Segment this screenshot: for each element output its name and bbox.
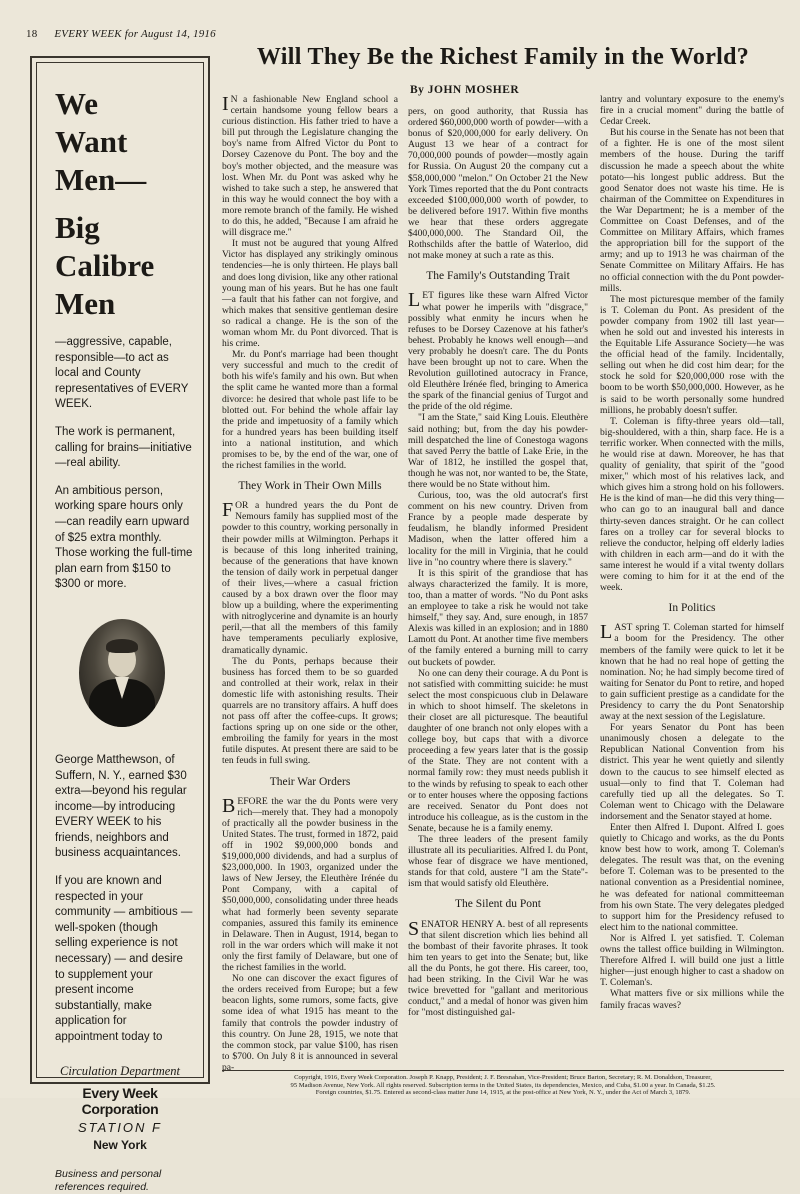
article-paragraph: lantry and voluntary exposure to the enemy's fire in a crucial moment" during the battle of Cedar Creek. — [600, 94, 784, 128]
section-heading: The Silent du Pont — [455, 898, 541, 911]
article-paragraph: The du Ponts, perhaps because their business has forced them to be so guarded and controlled at their work, relax in their domestic life with astonishing results. Their quarrels are no transitory affairs. A huff does not pass off after the coffee-cups. It grows; factions spring up on one side or the other, embroiling the family for years in the most futile disputes. At present there are said to be ten feuds in full swing. — [222, 655, 398, 767]
article-paragraph: LET figures like these warn Alfred Victor what power he imperils with "disgrace," possibly what enmity he incurs when he refuses to be Dorsey Cazenove at his father's behest. Probably he knows well enough—and very probably he doesn't care. The du Ponts have been brought up not to care. When the Revolution guillotined autocracy in France, old Eleuthère Irénée fled, bringing to America the spark of the financial genius of Turgot and the pride of the old régime. — [408, 289, 588, 413]
page-number: 18 — [26, 28, 38, 40]
article-paragraph: Enter then Alfred I. Dupont. Alfred I. goes quietly to Chicago and works, as the du Ponts know best how to work, among T. Coleman's delegates. The result was that, on the evening before T. Coleman was to be presented to the national convention as a Presidential nominee, he was defeated for national committeeman from his own State. The very delegates pledged to support him for the Presidency refused to elect him to the national committee. — [600, 822, 784, 933]
station: STATION F — [78, 1119, 162, 1135]
article-paragraph: What matters five or six millions while the family fracas waves? — [600, 988, 784, 1011]
ad-paragraph: If you are known and respected in your community — ambitious — well-spoken (though selling experience is not necessary) — and desire to supplement your present income substantially, make application for appointment today to — [55, 875, 193, 1043]
recruitment-ad-inner — [36, 62, 204, 1193]
article-title: Will They Be the Richest Family in the World? — [256, 44, 750, 70]
section-heading: Their War Orders — [269, 775, 351, 788]
article-paragraph: No one can deny their courage. A du Pont is not satisfied with committing suicide: he must select the most conspicuous club in Delaware in which to shoot himself. The skeletons in their closet are all picturesque. The beautiful daughter of one branch not only elopes with a college boy, but caps that with a divorce proceeding a few years later that is the gossip of the State. They are not content with a normal family row: they must needs publish it to the winds by refusing to speak to each other or to enter houses where the opposing factions are received. Senator du Pont does not introduce his colleague, as is the custom in the Senate, because he is a family enemy. — [408, 667, 588, 834]
recruitment-ad — [30, 56, 210, 1193]
ad-headline-line: Calibre — [55, 248, 155, 283]
article-paragraph: LAST spring T. Coleman started for himself a boom for the Presidency. The other members of the family were quick to let it be known that he had no real hope of getting the nomination. No; he had simply become tired of waiting for Senator du Pont to retire, and hoped to gain sufficient prestige as a candidate for the Presidency to carry the du Pont Senatorship away at the next session of the Legislature. — [600, 621, 784, 723]
ad-paragraph: An ambitious person, working spare hours only—can readily earn upward of $25 extra monthly. Those working the full-time plan earn from $150 to $300 or more. — [55, 484, 193, 591]
running-header — [26, 28, 216, 40]
city: New York — [93, 1137, 147, 1152]
article-column-2 — [408, 106, 588, 1018]
ad-headline-line: Want — [55, 124, 128, 159]
section-heading: In Politics — [668, 602, 716, 615]
ad-headline-line: Big — [55, 210, 100, 245]
copyright-line: Copyright, 1916, Every Week Corporation. Joseph P. Knapp, President; J. F. Bresnahan, Vice-President; Bruce Barton, Secretary; R. M. Donaldson, Treasurer, — [294, 1074, 712, 1081]
article-paragraph: It must not be augured that young Alfred Victor has displayed any strikingly ominous tendencies—he is only thirteen. He plays ball and does long division, like any other rational young man of his years. But he has one fault—a fault that his father can not forgive, and which makes that sensitive gentleman desire so radical a change. He is the son of the woman whom Mr. du Pont divorced. That is his crime. — [222, 238, 398, 350]
article-paragraph: Curious, too, was the old autocrat's first comment on his new country. Driven from France by a people made desperate by feudalism, he blandly informed President Madison, when the latter offered him a locality for the mill in Virginia, that he could live in "no country where there is slavery." — [408, 490, 588, 568]
article-paragraph: SENATOR HENRY A. best of all represents that silent discretion which lies behind all the bombast of their favorite phrases. It took him ten years to get into the Senate; but, like all the du Ponts, he got there. His career, too, had been striking. In the Civil War he was twice brevetted for "gallant and meritorious conduct," and a medal of honor was given him for "most distinguished gal- — [408, 917, 588, 1019]
article-paragraph: The three leaders of the present family illustrate all its peculiarities. Alfred I. du Pont, whose fear of disgrace we have mentioned, stands for that cold, austere "I am the State"-ism that would satisfy old Eleuthère. — [408, 834, 588, 890]
copyright-line: Foreign countries, $1.75. Entered as second-class matter June 14, 1915, at the post-office at New York, N. Y., under the Act of March 3, 1879. — [315, 1089, 691, 1097]
ad-headline-line: We — [55, 86, 99, 121]
section-heading: The Family's Outstanding Trait — [426, 270, 570, 283]
copyright-line: 95 Madison Avenue, New York. All rights reserved. Subscription terms in the United States, its dependencies, Mexico, and Cuba, $1.00 a year. In Canada, $1.25. — [290, 1081, 716, 1089]
byline: By JOHN MOSHER — [410, 84, 520, 96]
article-column-3 — [600, 94, 784, 1011]
article-paragraph: FOR a hundred years the du Pont de Nemours family has supplied most of the powder to this country, working personally in their powder mills at Wilmington. Perhaps it is because of this long inherited training, because of the generations that have known the tension of daily work in perpetual danger of their lives,—where a casual friction caused by a box drawn over the floor may blow up a building, where the experimenting with nitroglycerine and dynamite is an hourly peril,—that all the members of this family have temperaments peculiarly explosive, dramatically dynamic. — [222, 499, 398, 656]
circulation-department: Circulation Department — [59, 1063, 180, 1078]
copyright-footer — [222, 1074, 784, 1097]
article-paragraph: No one can discover the exact figures of the orders received from Europe; but a few beacon lights, some rumors, some facts, give some idea of what 1915 has meant to the family that controls the powder industry of this country. On June 28, 1915, we note that the common stock, par value $100, has risen to $700. On July 8 it is announced in several pa- — [222, 973, 398, 1073]
ad-paragraph: George Matthewson, of Suffern, N. Y., earned $30 extra—beyond his regular income—by introducing EVERY WEEK to his friends, neighbors and business acquaintances. — [55, 753, 187, 860]
ad-paragraph: The work is permanent, calling for brains—initiative—real ability. — [55, 425, 192, 470]
article-paragraph: "I am the State," said King Louis. Eleuthère said nothing; but, from the day his powder-mill despatched the line of Conestoga wagons that saved Perry the battle of Lake Erie, in the War of 1812, he instilled the gospel that, though he was not, nor wanted to be, the State, there would be no State without him. — [408, 412, 588, 490]
footer-rule — [222, 1070, 784, 1071]
article-paragraph: Mr. du Pont's marriage had been thought very successful and much to the credit of both his wife's family and his own. But when the split came he wanted more than a formal divorce: he desired that whole past life to be blotted out. For behind the whole affair lay the pride and impetuosity of a family which for a hundred years has been building itself into a national institution, and which promises to be, by the end of the war, one of the richest families in the world. — [222, 349, 398, 472]
article-paragraph: But his course in the Senate has not been that of a fighter. He is one of the most silent members of the house. During the tariff discussion he made a speech about the white potato—his longest public address. But the good Senator does not waste his time. He is chairman of the Committee on Expenditures in the War Department; he is a member of the Committee on Coast Defenses, and of the Committee on Military Affairs, which frames the appropriation bill for the support of the army; and up to 1913 he was chairman of the Senate Committee on Military Affairs. He has no official connection with the du Pont powder-mills. — [600, 127, 784, 294]
ad-headline-line: Men — [55, 286, 116, 321]
section-heading: They Work in Their Own Mills — [238, 480, 382, 493]
portrait-photo — [79, 619, 165, 727]
article-column-1 — [222, 94, 398, 1073]
article-paragraph: IN a fashionable New England school a certain handsome young fellow bears a curious distinction. His father tried to have a bill put through the Legislature changing the boy's name from Alfred Victor du Pont to Dorsey Cazenove du Pont. The boy and the boy's mother objected, and the measure was lost. When Mr. du Pont was asked why he wished to take such a step, he answered that in this way he would connect the boy with a more remote branch of the family. He wished to do this, he added, "Because I am afraid he will disgrace me." — [222, 93, 398, 239]
ad-headline-line: Men— — [55, 162, 147, 197]
article-paragraph: BEFORE the war the du Ponts were very rich—merely that. They had a monopoly of practically all the powder business in the United States. The trust, formed in 1872, paid off in 1902 $9,000,000 bonds and $19,000,000 dividends, and had a surplus of $23,000,000. In 1903, organized under the laws of New Jersey, the Eleuthère Irénée du Pont Company, with a capital of $50,000,000, consolidating under three heads what had formerly been seventy separate companies, assured this family its eminence in Delaware. Then in August, 1914, began to roll in the war orders which will make it not only the first family of Delaware, but one of the richest families in the world. — [222, 794, 398, 974]
article-paragraph: For years Senator du Pont has been unanimously chosen a delegate to the Republican National Convention from his district. This year he went quietly and silently down to the caucus to see himself elected as usual—only to find that T. Coleman had carefully tied up all the delegates. So T. Coleman went to Chicago with the Delaware indorsement and the Senator stayed at home. — [600, 722, 784, 822]
article-paragraph: The most picturesque member of the family is T. Coleman du Pont. As president of the powder company from 1902 till last year—when he sold out and invested his interests in the Equitable Life Assurance Society—he was the official head of the family. Incidentally, selling out when he did cost him dear; for the stock he sold for $20,000,000 rose with the boom to be worth $50,000,000. However, as he is said to be worth personally some hundred millions, he probably doesn't suffer. — [600, 293, 784, 416]
article-paragraph: It is this spirit of the grandiose that has always characterized the family. It is more, too, than a matter of words. "No du Pont asks an employee to take a risk he would not take himself," they say. And, sure enough, in 1857 Alexis was killed in an explosion; and in 1880 Lamott du Pont. At another time five members of the family entered a burning mill to carry out buckets of powder. — [408, 567, 588, 668]
article-paragraph: Nor is Alfred I. yet satisfied. T. Coleman owns the tallest office building in Wilmington. Therefore Alfred I. will build one just a little higher—just enough higher to cast a shadow on T. Coleman's. — [600, 932, 784, 989]
references-note: Business and personal references required. — [55, 1167, 162, 1193]
corporation-name: Every Week Corporation — [81, 1084, 159, 1117]
running-head-title: EVERY WEEK for August 14, 1916 — [54, 28, 216, 40]
ad-paragraph: —aggressive, capable, responsible—to act as local and County representatives of EVERY WEEK. — [55, 336, 189, 411]
article-paragraph: pers, on good authority, that Russia has ordered $60,000,000 worth of powder—with a bonus of $20,000,000 for early delivery. On August 13 we hear of a contract for 70,000,000 pounds of powder—mostly again for Russia. On August 20 the company cut a $58,000,000 "melon." On October 21 the New York Times reported that the du Pont contracts exceeded $100,000,000 worth of powder, to be delivered before 1917. Within five months we hear that these orders aggregate $400,000,000. The Standard Oil, the Rothschilds after the battle of Waterloo, did not make money at such a rate as this. — [408, 106, 588, 262]
article-paragraph: T. Coleman is fifty-three years old—tall, big-shouldered, with a thin, sharp face. He is a terrific worker. When connected with the mills, he would rise at dawn. Moreover, he has that quality of geniality, that spirit of the "good mixer," which most of his relatives lack, and which gives him a strong hold on his followers. He is the kind of man—he did this very thing—who can go to an inaugural ball and dance thirty-seven dances straight. Or he can collect fares on a trolley car for several blocks to relieve the conductor, helping off elderly ladies with children in each arm—and do it with the same interest he would if a vital twenty dollars were coming to him for it at the end of the week. — [600, 415, 784, 594]
